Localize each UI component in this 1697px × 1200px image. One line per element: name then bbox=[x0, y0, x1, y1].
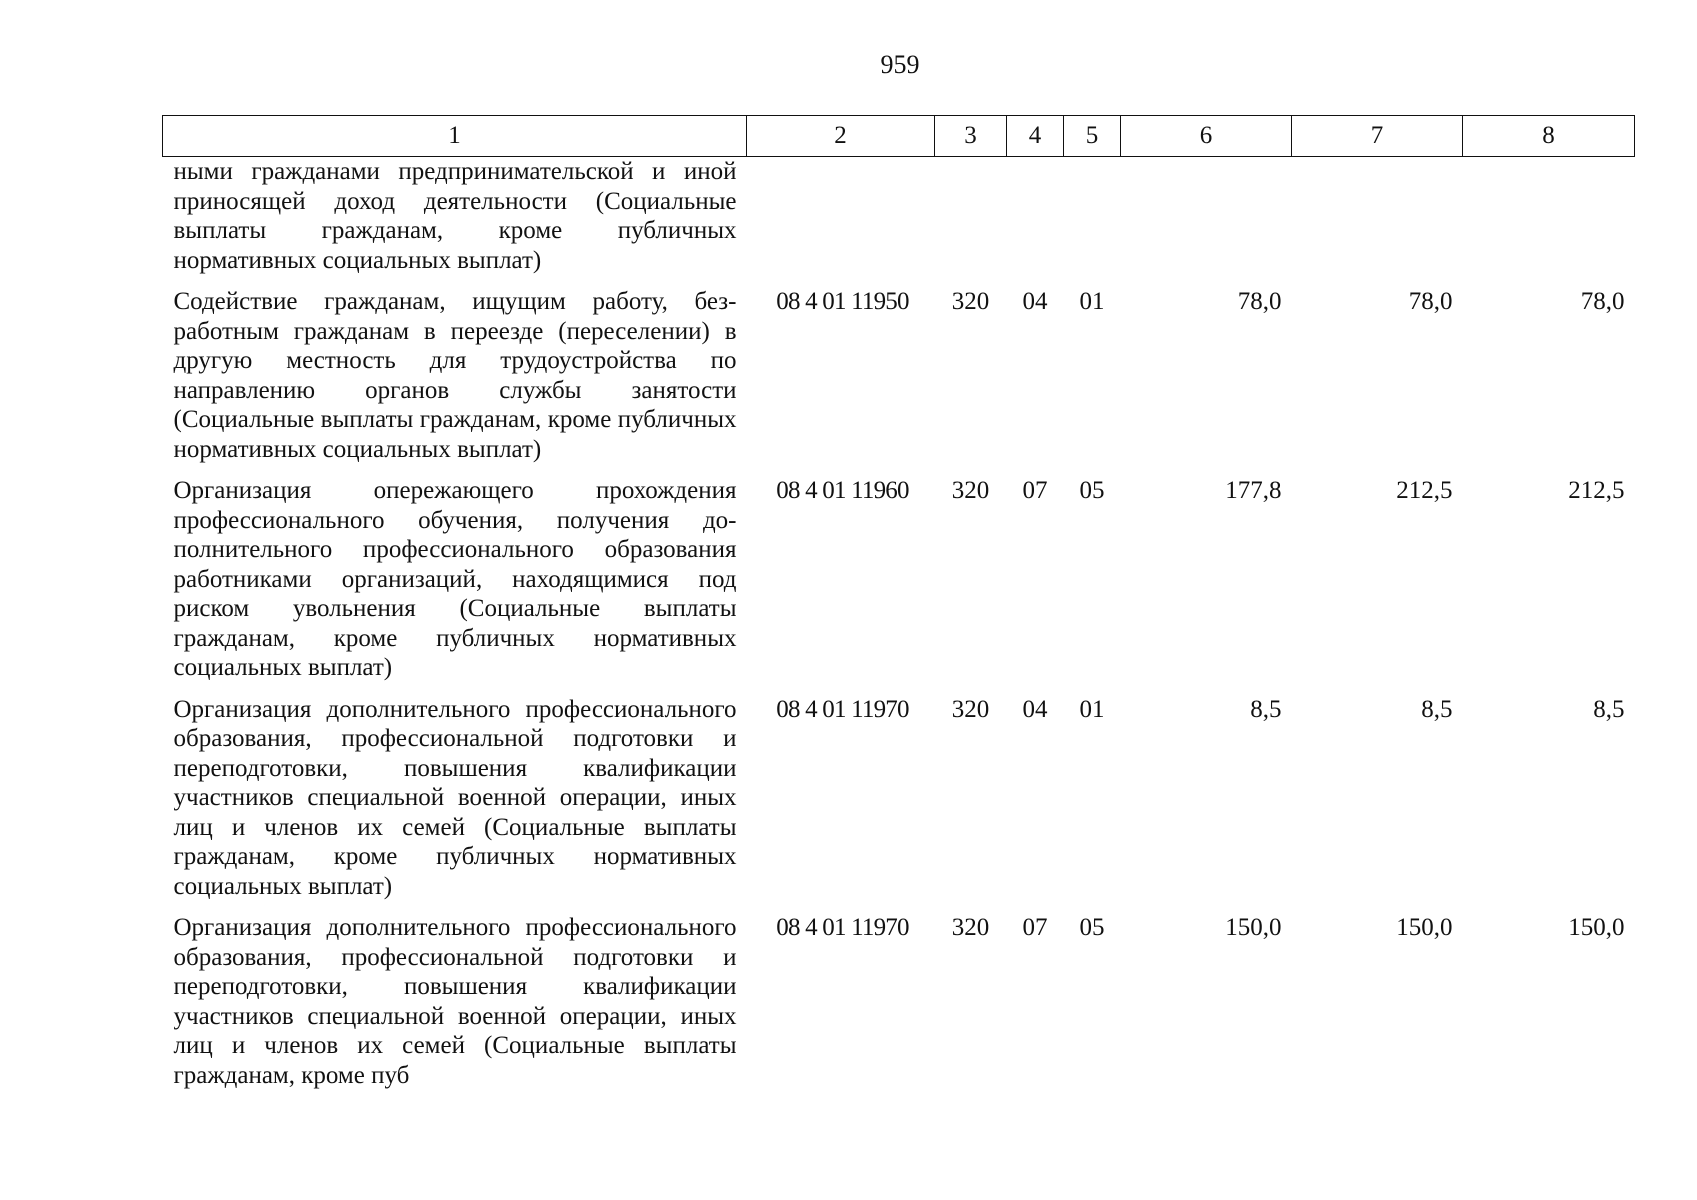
row-col-5: 05 bbox=[1079, 914, 1105, 941]
row-col-3: 320 bbox=[951, 914, 990, 941]
row-code: 08 4 01 11960 bbox=[776, 477, 909, 504]
row-description: Организация дополнительного профессионального образования, профессиональной подготовки и переподготовки, повышения квалификации участников специальной военной операции, иных лиц и членов их семей (Социальные выплаты гражданам, кроме публичных нормативных социальных выплат) bbox=[173, 695, 737, 900]
row-code: 08 4 01 11970 bbox=[776, 695, 909, 723]
row-col-3: 320 bbox=[951, 477, 990, 504]
row-value-6: 150,0 bbox=[1225, 914, 1282, 941]
row-code: 08 4 01 11970 bbox=[776, 914, 909, 941]
header-col-2: 2 bbox=[747, 116, 935, 157]
row-value-8: 212,5 bbox=[1568, 477, 1625, 504]
row-col-5: 01 bbox=[1079, 288, 1105, 315]
row-value-7 bbox=[1292, 157, 1463, 288]
row-description: Содействие гражданам, ищущим работу, безработным гражданам в переезде (переселении) в другую местность для трудоустройства по направлению органов службы занятости (Социальные выплаты гражданам, кроме публичных нормативных социальных выплат) bbox=[173, 288, 737, 463]
row-description: Организация опережающего прохождения профессионального обучения, получения дополнительного профессионального образования работниками организаций, находящимися под риском увольнения (Социальные выплаты гражданам, кроме публичных нормативных социальных выплат) bbox=[173, 477, 737, 681]
row-value-8: 8,5 bbox=[1593, 695, 1625, 723]
row-col-4: 04 bbox=[1022, 695, 1048, 723]
table-row bbox=[163, 476, 1635, 695]
row-value-7: 212,5 bbox=[1396, 477, 1453, 504]
row-description: ными гражданами предпринимательской и иной приносящей доход деятельности (Социальные выплаты гражданам, кроме публичных нормативных социальных выплат) bbox=[173, 158, 737, 274]
row-value-8: 78,0 bbox=[1580, 288, 1625, 315]
row-code: 08 4 01 11950 bbox=[776, 288, 909, 315]
header-row bbox=[163, 116, 1635, 157]
row-col-3 bbox=[935, 157, 1007, 288]
row-code bbox=[747, 157, 935, 288]
budget-table bbox=[162, 115, 1635, 1102]
row-value-8 bbox=[1463, 157, 1635, 288]
header-col-1: 1 bbox=[163, 116, 747, 157]
row-value-7: 150,0 bbox=[1396, 914, 1453, 941]
row-value-6: 8,5 bbox=[1250, 695, 1282, 723]
row-value-6 bbox=[1121, 157, 1292, 288]
page-number: 959 bbox=[880, 50, 920, 79]
header-col-3: 3 bbox=[935, 116, 1007, 157]
table-row bbox=[163, 157, 1635, 288]
row-col-3: 320 bbox=[951, 695, 990, 723]
row-col-5: 01 bbox=[1079, 695, 1105, 723]
header-col-8: 8 bbox=[1463, 116, 1635, 157]
row-description: Организация дополнительного профессионального образования, профессиональной подготовки и переподготовки, повышения квалификации участников специальной военной операции, иных лиц и членов их семей (Социальные выплаты гражданам, кроме пуб bbox=[173, 914, 737, 1089]
row-col-4 bbox=[1007, 157, 1064, 288]
table-row bbox=[163, 695, 1635, 914]
header-col-6: 6 bbox=[1121, 116, 1292, 157]
header-col-4: 4 bbox=[1007, 116, 1064, 157]
row-value-8: 150,0 bbox=[1568, 914, 1625, 941]
table-row bbox=[163, 913, 1635, 1102]
row-value-7: 8,5 bbox=[1421, 695, 1453, 723]
row-col-3: 320 bbox=[951, 288, 990, 315]
row-value-6: 177,8 bbox=[1225, 477, 1282, 504]
row-col-5 bbox=[1064, 157, 1121, 288]
row-value-7: 78,0 bbox=[1408, 288, 1453, 315]
row-col-4: 04 bbox=[1022, 288, 1048, 315]
header-col-7: 7 bbox=[1292, 116, 1463, 157]
row-value-6: 78,0 bbox=[1237, 288, 1282, 315]
table-row bbox=[163, 287, 1635, 476]
row-col-4: 07 bbox=[1022, 914, 1048, 941]
budget-table-container bbox=[162, 115, 1634, 1102]
header-col-5: 5 bbox=[1064, 116, 1121, 157]
row-col-4: 07 bbox=[1022, 477, 1048, 504]
row-col-5: 05 bbox=[1079, 477, 1105, 504]
